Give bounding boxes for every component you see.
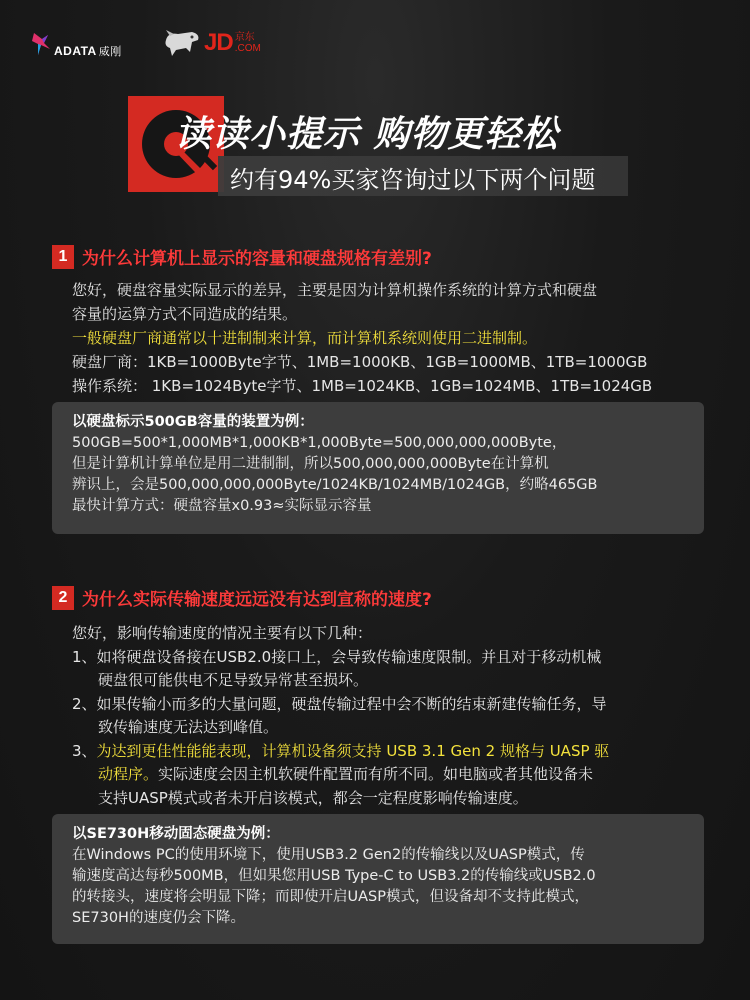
example-line: 500GB=500*1,000MB*1,000KB*1,000Byte=500,000,000,000Byte， <box>72 435 567 451</box>
vendor-units: 硬盘厂商：1KB=1000Byte字节、1MB=1000KB、1GB=1000MB、1TB=1000GB <box>72 353 648 371</box>
list-item-3 <box>72 740 702 764</box>
jd-sub-text <box>235 32 261 54</box>
jd-brand-text: JD <box>204 29 233 56</box>
example-line: 的转接头，速度将会明显下降；而即使开启UASP模式，但设备却不支持此模式， <box>72 889 589 905</box>
hummingbird-icon <box>30 29 52 59</box>
question-1-title: 为什么计算机上显示的容量和硬盘规格有差别? <box>82 249 432 269</box>
example-line: 辨识上，会是500,000,000,000Byte/1024KB/1024MB/1024GB，约略465GB <box>72 477 598 493</box>
jd-logo <box>162 22 261 64</box>
adata-brand-text <box>54 43 122 59</box>
question-2-header <box>52 585 432 610</box>
example-highlight: 最快计算方式：硬盘容量x0.93≈实际显示容量 <box>72 498 372 514</box>
adata-logo <box>30 24 122 64</box>
question-2-title: 为什么实际传输速度远远没有达到宣称的速度? <box>82 590 432 610</box>
example-line: 输速度高达每秒500MB，但如果您用USB Type-C to USB3.2的传输线或USB2.0 <box>72 868 596 884</box>
adata-cn-name: 威刚 <box>98 46 122 58</box>
list-item-2: 2、如果传输小而多的大量问题，硬盘传输过程中会不断的结束新建传输任务，导 <box>72 694 607 713</box>
example-box-1 <box>52 402 704 534</box>
list-item-3-highlight-end: 动程序。 <box>98 765 159 783</box>
example-line: 在Windows PC的使用环境下，使用USB3.2 Gen2的传输线以及UASP模式，传 <box>72 847 585 863</box>
list-item-2-cont: 致传输速度无法达到峰值。 <box>98 718 279 736</box>
answer-line: 容量的运算方式不同造成的结果。 <box>72 305 298 323</box>
answer-line: 您好，硬盘容量实际显示的差异，主要是因为计算机操作系统的计算方式和硬盘 <box>72 281 598 299</box>
example-line: SE730H的速度仍会下降。 <box>72 910 245 926</box>
question-1-answer <box>72 278 702 398</box>
list-item-3-cont: 支持UASP模式或者未开启该模式，都会一定程度影响传输速度。 <box>98 788 528 807</box>
question-1-number: 1 <box>52 245 74 269</box>
hero-subtitle: 约有94%买家咨询过以下两个问题 <box>230 166 596 194</box>
list-item-3-prefix: 3、 <box>72 741 97 760</box>
list-item-1-cont: 硬盘很可能供电不足导致异常甚至损坏。 <box>98 671 369 689</box>
question-2-number: 2 <box>52 586 74 610</box>
example-box-2 <box>52 814 704 944</box>
list-item-3-rest: 实际速度会因主机软硬件配置而有所不同。如电脑或者其他设备未 <box>158 765 594 783</box>
answer-highlight: 一般硬盘厂商通常以十进制制来计算，而计算机系统则使用二进制制。 <box>72 329 538 347</box>
question-2-answer <box>72 622 702 810</box>
adata-name: ADATA <box>54 44 97 58</box>
jd-dog-icon <box>162 26 202 60</box>
example-line: 但是计算机计算单位是用二进制制，所以500,000,000,000Byte在计算机 <box>72 456 549 472</box>
answer-intro: 您好，影响传输速度的情况主要有以下几种： <box>72 624 373 642</box>
question-1-header <box>52 244 432 269</box>
list-item-1: 1、如将硬盘设备接在USB2.0接口上，会导致传输速度限制。并且对于移动机械 <box>72 647 602 666</box>
list-item-3-highlight: 为达到更佳性能能表现，计算机设备须支持 USB 3.1 Gen 2 规格与 UASP 驱 <box>96 741 610 760</box>
jd-cn-name: 京东 <box>234 32 255 43</box>
hero-title: 读读小提示 购物更轻松 <box>175 114 559 155</box>
list-item-3-cont <box>72 763 702 787</box>
jd-domain: .COM <box>234 43 261 54</box>
os-units: 操作系统： 1KB=1024Byte字节、1MB=1024KB、1GB=1024MB、1TB=1024GB <box>72 377 653 395</box>
example-heading: 以SE730H移动固态硬盘为例： <box>72 826 280 842</box>
example-heading: 以硬盘标示500GB容量的装置为例： <box>72 414 314 430</box>
